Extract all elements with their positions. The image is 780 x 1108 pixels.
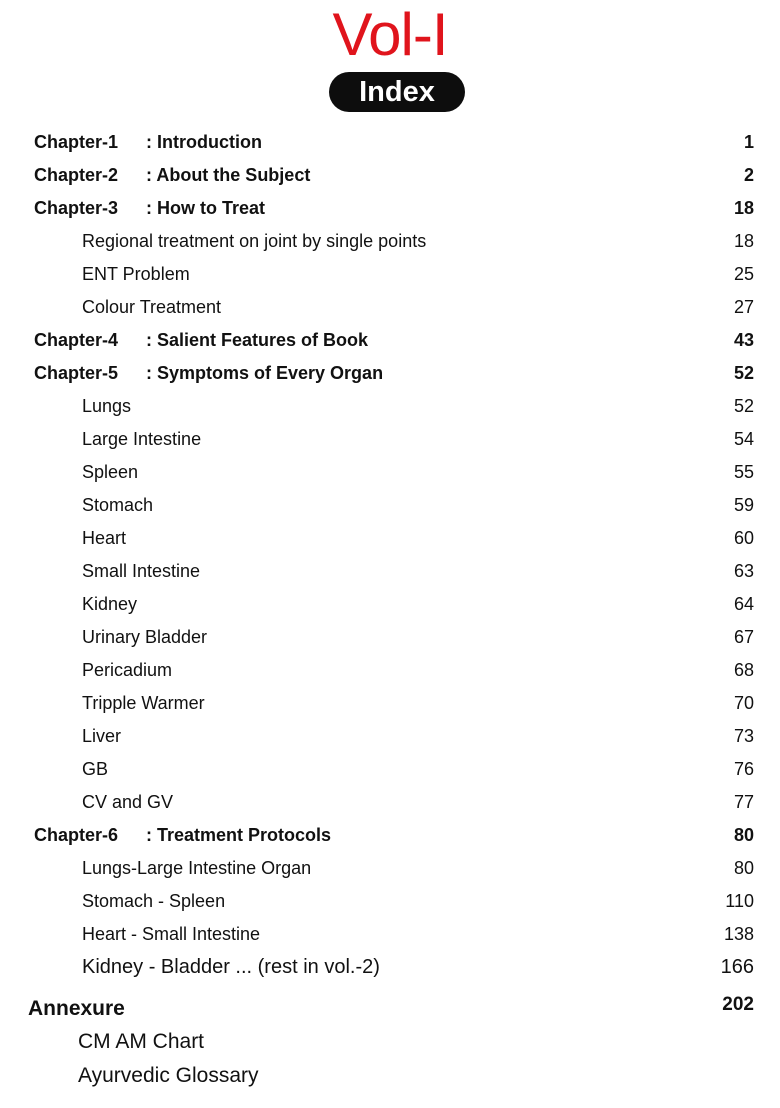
section-title: Large Intestine — [82, 429, 202, 449]
page-number: 27 — [733, 297, 754, 317]
page-number: 73 — [733, 726, 754, 746]
page-number: 77 — [733, 792, 754, 812]
toc-chapter-row — [0, 126, 780, 159]
page-number: 202 — [722, 994, 754, 1015]
section-title: Urinary Bladder — [82, 627, 208, 647]
toc-section-row — [0, 456, 780, 489]
chapter-heading — [34, 324, 368, 357]
page-number: 43 — [733, 330, 754, 350]
toc-section-row — [0, 852, 780, 885]
section-title: ENT Problem — [82, 264, 190, 284]
toc-chapter-row — [0, 192, 780, 225]
section-title: Colour Treatment — [82, 297, 222, 317]
toc-section-row — [0, 753, 780, 786]
annexure-item — [0, 1059, 780, 1093]
chapter-heading — [34, 819, 331, 852]
section-title: Lungs — [82, 396, 132, 416]
toc-section-row — [0, 588, 780, 621]
section-title: Pericadium — [82, 660, 173, 680]
section-title: Tripple Warmer — [82, 693, 205, 713]
chapter-heading — [34, 126, 262, 159]
page-number: 63 — [733, 561, 754, 581]
page-number: 55 — [733, 462, 754, 482]
toc-section-row — [0, 720, 780, 753]
annexure-item-title: Ayurvedic Glossary — [78, 1064, 259, 1087]
page-number: 110 — [725, 891, 754, 911]
page-number: 25 — [733, 264, 754, 284]
toc-section-row — [0, 522, 780, 555]
page-number: 52 — [733, 396, 754, 416]
page-number: 76 — [733, 759, 754, 779]
chapter-title: : About the Subject — [146, 165, 311, 185]
toc-chapter-row — [0, 819, 780, 852]
chapter-heading — [34, 192, 265, 225]
chapter-number: Chapter-6 — [34, 825, 119, 845]
section-title: Stomach — [82, 495, 154, 515]
section-title: GB — [82, 759, 109, 779]
annexure-heading: Annexure — [28, 997, 125, 1020]
toc-section-row — [0, 951, 780, 984]
section-title: Heart - Small Intestine — [82, 924, 261, 944]
page-number: 64 — [733, 594, 754, 614]
annexure-item — [0, 1025, 780, 1059]
page-number: 52 — [733, 363, 754, 383]
annexure-row — [0, 992, 780, 1025]
page-number: 54 — [733, 429, 754, 449]
toc-section-row — [0, 423, 780, 456]
toc-section-row — [0, 786, 780, 819]
toc-section-row — [0, 258, 780, 291]
page-number: 2 — [743, 165, 754, 185]
page-number: 60 — [733, 528, 754, 548]
annexure-item-title: CM AM Chart — [78, 1030, 205, 1053]
chapter-number: Chapter-4 — [34, 330, 119, 350]
toc-section-row — [0, 654, 780, 687]
section-title: Lungs-Large Intestine Organ — [82, 858, 312, 878]
page-number: 67 — [733, 627, 754, 647]
toc-chapter-row — [0, 324, 780, 357]
page-number: 138 — [723, 924, 754, 944]
chapter-title: : Symptoms of Every Organ — [146, 363, 384, 383]
toc-section-row — [0, 918, 780, 951]
chapter-number: Chapter-2 — [34, 165, 119, 185]
chapter-title: : Introduction — [146, 132, 262, 152]
section-title: Stomach - Spleen — [82, 891, 226, 911]
page-number: 166 — [720, 956, 754, 978]
section-title: Kidney — [82, 594, 138, 614]
toc-section-row — [0, 390, 780, 423]
section-title: Regional treatment on joint by single points — [82, 231, 427, 251]
page-number: 70 — [733, 693, 754, 713]
toc-section-row — [0, 687, 780, 720]
page-number: 68 — [733, 660, 754, 680]
chapter-heading — [34, 357, 383, 390]
toc-section-row — [0, 291, 780, 324]
chapter-number: Chapter-5 — [34, 363, 119, 383]
section-title: Spleen — [82, 462, 139, 482]
chapter-title: : How to Treat — [146, 198, 266, 218]
chapter-title: : Salient Features of Book — [146, 330, 369, 350]
page-number: 80 — [733, 858, 754, 878]
chapter-number: Chapter-3 — [34, 198, 119, 218]
toc-chapter-row — [0, 159, 780, 192]
toc-section-row — [0, 555, 780, 588]
chapter-title: : Treatment Protocols — [146, 825, 332, 845]
section-title: Liver — [82, 726, 122, 746]
page-number: 1 — [743, 132, 754, 152]
section-title: Heart — [82, 528, 127, 548]
page-number: 18 — [733, 198, 754, 218]
toc-section-row — [0, 225, 780, 258]
table-of-contents — [0, 126, 780, 1093]
section-title: CV and GV — [82, 792, 174, 812]
page-number: 80 — [733, 825, 754, 845]
section-title: Small Intestine — [82, 561, 201, 581]
chapter-number: Chapter-1 — [34, 132, 119, 152]
page-number: 18 — [733, 231, 754, 251]
volume-title: Vol-I — [332, 1, 448, 68]
index-badge: Index — [329, 72, 465, 112]
toc-chapter-row — [0, 357, 780, 390]
section-title: Kidney - Bladder ... (rest in vol.-2) — [82, 956, 380, 978]
chapter-heading — [34, 159, 310, 192]
page-number: 59 — [733, 495, 754, 515]
toc-section-row — [0, 621, 780, 654]
toc-section-row — [0, 885, 780, 918]
toc-section-row — [0, 489, 780, 522]
